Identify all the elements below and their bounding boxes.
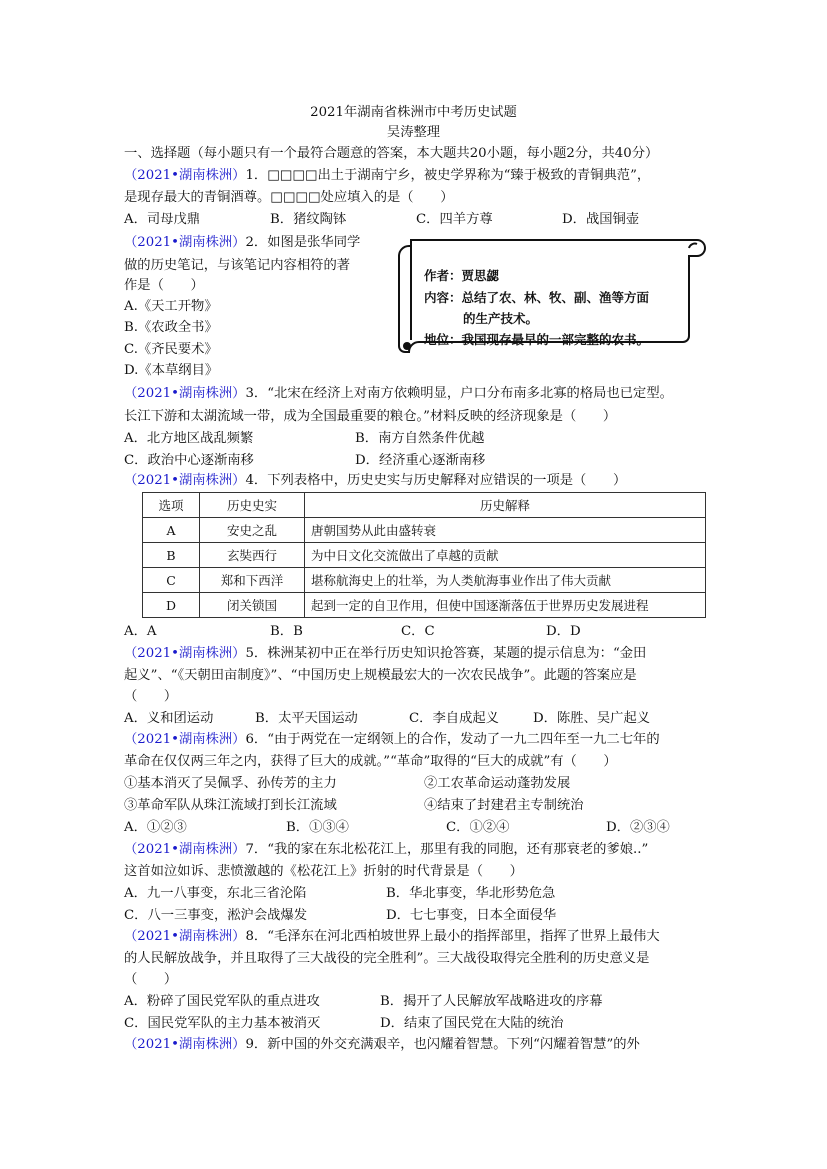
q4-option-a: A．A <box>124 624 157 639</box>
question-6-cont: 革命在仅仅两三年之内，获得了巨大的成就。”“革命”取得的“巨大的成就”有（ ） <box>124 754 617 769</box>
note-content: 内容：总结了农、林、牧、副、渔等方面 <box>424 290 650 305</box>
q5-option-b: B．太平天国运动 <box>255 711 358 726</box>
doc-title: 2021年湖南省株洲市中考历史试题 <box>310 105 517 120</box>
table-header-row: 选项 历史史实 历史解释 <box>143 493 706 518</box>
history-table <box>142 492 706 618</box>
q4-option-c: C．C <box>401 624 435 639</box>
note-author: 作者：贾思勰 <box>424 268 500 283</box>
q3-option-d: D．经济重心逐渐南移 <box>355 453 486 468</box>
q2-option-a: A.《天工开物》 <box>124 299 218 314</box>
table-row: D 闭关锁国 起到一定的自卫作用，但使中国逐渐落伍于世界历史发展进程 <box>143 593 706 618</box>
q6-item-2: ②工农革命运动蓬勃发展 <box>424 776 571 791</box>
q6-item-4: ④结束了封建君主专制统治 <box>424 798 584 813</box>
q2-option-d: D.《本草纲目》 <box>124 363 219 378</box>
question-3-cont: 长江下游和太湖流域一带，成为全国最重要的粮仓。”材料反映的经济现象是（ ） <box>124 409 617 424</box>
question-2-cont2: 作是（ ） <box>124 278 204 293</box>
q8-option-d: D．结束了国民党在大陆的统治 <box>380 1016 564 1031</box>
q6-option-d: D．②③④ <box>606 820 670 835</box>
q6-item-3: ③革命军队从珠江流域打到长江流域 <box>124 798 337 813</box>
question-7-cont: 这首如泣如诉、悲愤激越的《松花江上》折射的时代背景是（ ） <box>124 864 523 879</box>
question-5: （2021•湖南株洲）5．株洲某初中正在举行历史知识抢答赛，某题的提示信息为：“金田 <box>124 646 647 661</box>
source-tag: （2021•湖南株洲） <box>124 168 246 183</box>
q5-option-a: A．义和团运动 <box>124 711 214 726</box>
q2-option-c: C.《齐民要术》 <box>124 342 218 357</box>
q7-option-b: B．华北事变，华北形势危急 <box>386 886 556 901</box>
question-8-cont2: （ ） <box>124 972 178 987</box>
question-7: （2021•湖南株洲）7．“我的家在东北松花江上，那里有我的同胞，还有那衰老的爹娘..” <box>124 842 649 857</box>
q7-option-d: D．七七事变，日本全面侵华 <box>386 908 557 923</box>
question-5-cont: 起义”、“《天朝田亩制度》”、“中国历史上规模最宏大的一次农民战争”。此题的答案应是 <box>124 668 637 683</box>
question-4: （2021•湖南株洲）4．下列表格中，历史史实与历史解释对应错误的一项是（ ） <box>124 473 627 488</box>
q5-option-c: C．李自成起义 <box>409 711 499 726</box>
q8-option-a: A．粉碎了国民党军队的重点进攻 <box>124 994 320 1009</box>
question-2: （2021•湖南株洲）2．如图是张华同学 <box>124 235 361 250</box>
q1-option-b: B．猪纹陶钵 <box>270 212 347 227</box>
table-row: B 玄奘西行 为中日文化交流做出了卓越的贡献 <box>143 543 706 568</box>
q4-option-d: D．D <box>546 624 581 639</box>
q3-option-b: B．南方自然条件优越 <box>355 431 485 446</box>
q2-option-b: B.《农政全书》 <box>124 320 218 335</box>
question-8: （2021•湖南株洲）8．“毛泽东在河北西柏坡世界上最小的指挥部里，指挥了世界上最伟大 <box>124 929 660 944</box>
q6-option-c: C．①②④ <box>446 820 510 835</box>
table-row: C 郑和下西洋 堪称航海史上的壮举，为人类航海事业作出了伟大贡献 <box>143 568 706 593</box>
question-1-cont: 是现存最大的青铜酒尊。□□□□处应填入的是（ ） <box>124 190 454 205</box>
q8-option-b: B．揭开了人民解放军战略进攻的序幕 <box>380 994 603 1009</box>
question-2-cont: 做的历史笔记，与该笔记内容相符的著 <box>124 258 351 273</box>
q3-option-a: A．北方地区战乱频繁 <box>124 431 254 446</box>
note-content-cont: 的生产技术。 <box>463 311 539 326</box>
q3-option-c: C．政治中心逐渐南移 <box>124 453 254 468</box>
q6-option-b: B．①③④ <box>286 820 349 835</box>
q6-item-1: ①基本消灭了吴佩孚、孙传芳的主力 <box>124 776 337 791</box>
note-status: 地位：我国现存最早的一部完整的农书。 <box>424 332 650 347</box>
q7-option-c: C．八一三事变，淞沪会战爆发 <box>124 908 308 923</box>
compiler: 吴涛整理 <box>386 125 441 140</box>
question-3: （2021•湖南株洲）3．“北宋在经济上对南方依赖明显，户口分布南多北寡的格局也已定型。 <box>124 386 673 401</box>
question-6: （2021•湖南株洲）6．“由于两党在一定纲领上的合作，发动了一九二四年至一九二七年的 <box>124 732 660 747</box>
q1-option-d: D．战国铜壶 <box>562 212 640 227</box>
question-1: （2021•湖南株洲）1．□□□□出土于湖南宁乡，被史学界称为“臻于极致的青铜典范”， <box>124 168 651 183</box>
table-row: A 安史之乱 唐朝国势从此由盛转衰 <box>143 518 706 543</box>
q1-option-a: A．司母戊鼎 <box>124 212 201 227</box>
question-5-cont2: （ ） <box>124 689 178 704</box>
q7-option-a: A．九一八事变，东北三省沦陷 <box>124 886 307 901</box>
section-heading: 一、选择题（每小题只有一个最符合题意的答案，本大题共20小题，每小题2分，共40分） <box>124 146 659 161</box>
q1-option-c: C．四羊方尊 <box>416 212 493 227</box>
question-9: （2021•湖南株洲）9．新中国的外交充满艰辛，也闪耀着智慧。下列“闪耀着智慧”的外 <box>124 1037 640 1052</box>
q5-option-d: D．陈胜、吴广起义 <box>533 711 651 726</box>
q6-option-a: A．①②③ <box>124 820 187 835</box>
q4-option-b: B．B <box>270 624 303 639</box>
question-8-cont: 的人民解放战争，并且取得了三大战役的完全胜利”。三大战役取得完全胜利的历史意义是 <box>124 951 650 966</box>
q8-option-c: C．国民党军队的主力基本被消灭 <box>124 1016 321 1031</box>
